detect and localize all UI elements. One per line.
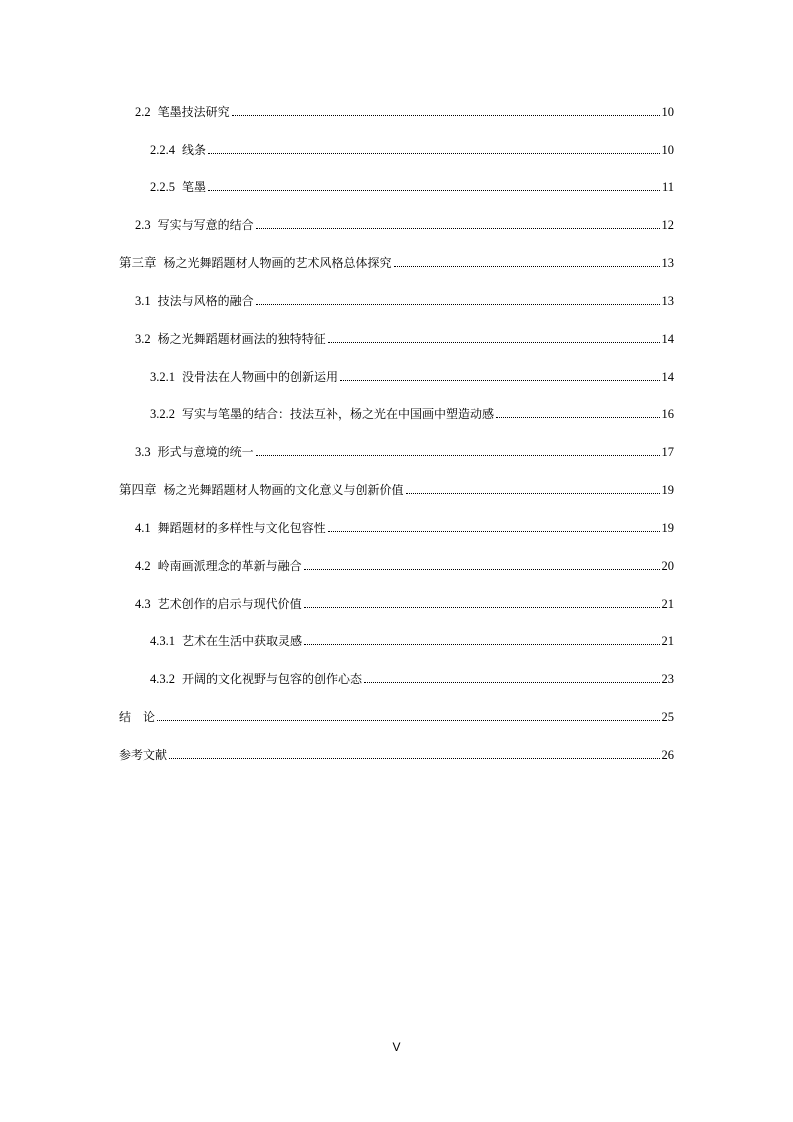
toc-entry-number: 4.3.1 [150, 634, 175, 648]
toc-entry-number: 4.3.2 [150, 672, 175, 686]
toc-entry[interactable] [150, 669, 674, 689]
toc-entry-number: 3.2.1 [150, 370, 175, 384]
dot-leader [340, 380, 659, 381]
toc-entry-page: 16 [661, 407, 674, 421]
toc-entry-number: 3.2.2 [150, 407, 175, 421]
toc-entry-page: 20 [661, 559, 674, 573]
toc-entry[interactable] [119, 480, 674, 500]
toc-entry-title: 开阔的文化视野与包容的创作心态 [182, 672, 363, 686]
toc-entry-title: 参考文献 [119, 748, 168, 762]
toc-entry[interactable] [150, 367, 674, 387]
page-number: V [392, 1040, 401, 1054]
toc-entry-number: 第三章 [119, 256, 157, 270]
toc-entry[interactable] [135, 556, 674, 576]
dot-leader [304, 569, 660, 570]
toc-entry-page: 17 [661, 445, 674, 459]
toc-entry-title: 杨之光舞蹈题材人物画的文化意义与创新价值 [163, 483, 404, 497]
dot-leader [304, 607, 660, 608]
toc-entry-number: 2.2.5 [150, 180, 175, 194]
dot-leader [208, 153, 659, 154]
toc-entry-page: 25 [661, 710, 674, 724]
toc-entry-title: 写实与笔墨的结合：技法互补，杨之光在中国画中塑造动感 [182, 407, 495, 421]
toc-entry-number: 3.2 [135, 332, 151, 346]
dot-leader [256, 304, 660, 305]
toc-entry-number: 4.3 [135, 597, 151, 611]
toc-entry-page: 26 [661, 748, 674, 762]
toc-entry-page: 13 [661, 256, 674, 270]
dot-leader [394, 266, 660, 267]
dot-leader [256, 455, 660, 456]
toc-entry[interactable] [119, 253, 674, 273]
toc-entry[interactable] [150, 140, 674, 160]
toc-entry-page: 23 [661, 672, 674, 686]
dot-leader [304, 644, 659, 645]
toc-entry-number: 4.1 [135, 521, 151, 535]
toc-entry-title: 结 论 [119, 710, 156, 724]
toc-entry-number: 2.2 [135, 105, 151, 119]
toc-entry-title: 艺术在生活中获取灵感 [182, 634, 303, 648]
dot-leader [169, 758, 659, 759]
toc-entry-title: 杨之光舞蹈题材人物画的艺术风格总体探究 [163, 256, 392, 270]
toc-entry-title: 没骨法在人物画中的创新运用 [182, 370, 339, 384]
dot-leader [208, 190, 660, 191]
toc-entry-page: 14 [661, 370, 674, 384]
toc-entry-title: 笔墨技法研究 [157, 105, 230, 119]
dot-leader [328, 531, 660, 532]
toc-entry[interactable] [135, 442, 674, 462]
toc-entry-page: 19 [661, 521, 674, 535]
toc-entry-page: 13 [661, 294, 674, 308]
dot-leader [406, 493, 660, 494]
toc-entry[interactable] [135, 215, 674, 235]
toc-entry-title: 岭南画派理念的革新与融合 [157, 559, 302, 573]
toc-entry-page: 19 [661, 483, 674, 497]
toc-entry-title: 技法与风格的融合 [157, 294, 254, 308]
toc-entry[interactable] [150, 631, 674, 651]
toc-entry-number: 4.2 [135, 559, 151, 573]
toc-entry[interactable] [135, 329, 674, 349]
toc-entry-page: 11 [661, 180, 674, 194]
toc-entry-number: 3.3 [135, 445, 151, 459]
toc-entry-title: 艺术创作的启示与现代价值 [157, 597, 302, 611]
toc-entry[interactable] [119, 707, 674, 727]
dot-leader [256, 228, 660, 229]
dot-leader [328, 342, 660, 343]
toc-entry-number: 3.1 [135, 294, 151, 308]
toc-entry[interactable] [150, 177, 674, 197]
toc-entry-page: 14 [661, 332, 674, 346]
toc-entry[interactable] [135, 291, 674, 311]
toc-entry-title: 舞蹈题材的多样性与文化包容性 [157, 521, 326, 535]
toc-entry-page: 12 [661, 218, 674, 232]
toc-entry-title: 笔墨 [182, 180, 207, 194]
toc-entry-number: 2.3 [135, 218, 151, 232]
toc-entry-page: 21 [661, 634, 674, 648]
toc-entry-page: 10 [661, 143, 674, 157]
toc-entry[interactable] [135, 102, 674, 122]
toc-entry[interactable] [135, 594, 674, 614]
toc-entry-page: 21 [661, 597, 674, 611]
toc-entry-number: 第四章 [119, 483, 157, 497]
toc-entry-number: 2.2.4 [150, 143, 175, 157]
dot-leader [157, 720, 659, 721]
toc-entry-title: 杨之光舞蹈题材画法的独特特征 [157, 332, 326, 346]
toc-entry[interactable] [119, 745, 674, 765]
dot-leader [364, 682, 659, 683]
toc-entry-title: 写实与写意的结合 [157, 218, 254, 232]
toc-entry-title: 形式与意境的统一 [157, 445, 254, 459]
toc-entry[interactable] [150, 404, 674, 424]
toc-entry-title: 线条 [182, 143, 207, 157]
dot-leader [232, 115, 660, 116]
toc-entry[interactable] [135, 518, 674, 538]
dot-leader [496, 417, 659, 418]
toc-entry-page: 10 [661, 105, 674, 119]
